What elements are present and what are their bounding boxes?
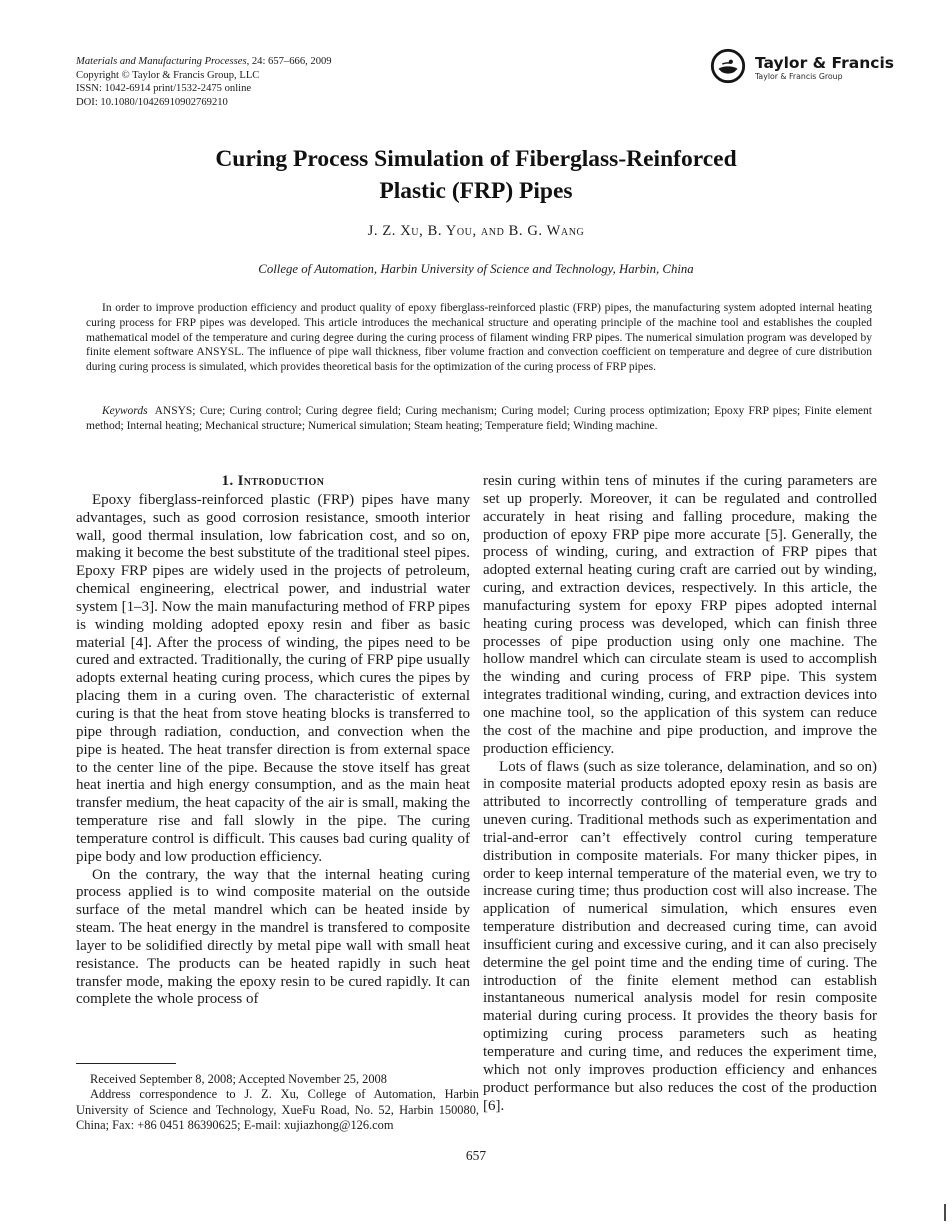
left-column — [76, 473, 470, 1115]
journal-citation-line — [76, 55, 332, 69]
author-affiliation: College of Automation, Harbin University of Science and Technology, Harbin, China — [258, 262, 694, 276]
page-number: 657 — [465, 1148, 487, 1163]
journal-name: Materials and Manufacturing Processes — [76, 56, 247, 67]
publisher-name: Taylor & Francis — [754, 54, 894, 72]
body-paragraph: resin curing within tens of minutes if the curing parameters are set up properly. Moreover, it can be regulated and controlled accurately in heat rising and falling procedure, making the production of epoxy FRP pipe more accurate [5]. Generally, the process of winding, curing, and extraction of FRP pipes that adopted external heating curing craft are carried out by winding, curing, and extraction devices, respectively. In this article, the manufacturing system for epoxy FRP pipes adopted internal heating curing process was developed, which can finish three processes of pipe production using only one machine. The hollow mandrel which can circulate steam is used to accomplish the winding and curing process of FRP pipe. This system integrates traditional winding, curing, and extraction devices into one machine tool, so the application of this system can reduce the cost of the machine and pipe production, and improve the production efficiency. — [483, 473, 877, 757]
keywords-label: Keywords — [102, 405, 148, 417]
article-title-line1: Curing Process Simulation of Fiberglass-Reinforced — [215, 146, 737, 172]
article-title — [0, 143, 952, 207]
footnote-received-line: Received September 8, 2008; Accepted November 25, 2008 — [90, 1072, 387, 1086]
footnote-divider — [76, 1063, 176, 1064]
article-title-line2: Plastic (FRP) Pipes — [379, 178, 573, 204]
right-column — [483, 473, 877, 1115]
section-heading-introduction: 1. Introduction — [221, 473, 325, 489]
footnote-block — [76, 1072, 479, 1133]
author-list: J. Z. Xu, B. You, and B. G. Wang — [367, 223, 585, 239]
taylor-francis-logo-icon — [709, 47, 747, 90]
journal-header-info — [76, 55, 332, 109]
footnote-correspondence-line: Address correspondence to J. Z. Xu, College of Automation, Harbin University of Science and Technology, XueFu Road, No. 52, Harbin 150080, China; Fax: +86 0451 86390625; E-mail: xujiazhong@126.com — [76, 1087, 479, 1132]
keywords-list: ANSYS; Cure; Curing control; Curing degree field; Curing mechanism; Curing model; Curing process optimization; Epoxy FRP pipes; Finite element method; Internal heating; Mechanical structure; Numerical simulation; Steam heating; Temperature field; Winding machine. — [86, 405, 872, 432]
journal-volume-pages: , 24: 657–666, 2009 — [246, 56, 332, 67]
body-paragraph: Epoxy fiberglass-reinforced plastic (FRP) pipes have many advantages, such as good corrosion resistance, smooth interior wall, good thermal insulation, low fabrication cost, and so on, making it become the best substitute of the traditional steel pipes. Epoxy FRP pipes are widely used in the projects of petroleum, chemical engineering, electrical power, and industrial water system [1–3]. Now the main manufacturing method of FRP pipes is winding molding adopted epoxy resin and fiber as basic material [4]. After the process of winding, the pipes need to be cured and extracted. Traditionally, the curing of FRP pipe usually adopts external heating curing process, which cures the pipes by placing them in a curing oven. The characteristic of external curing is that the heat from stove heating blocks is transferred to pipe through radiation, conduction, and convection when the pipe is heated. The heat transfer direction is from external space to the center line of the pipe. Because the stove itself has great heat inertia and high energy consumption, and as the main heat transfer medium, the heat capacity of the air is small, making the temperature rise and fall slowly in the pipe. The curing temperature control is difficult. This causes bad curing quality of pipe body and low production efficiency. — [76, 491, 470, 865]
issn-line: ISSN: 1042-6914 print/1532-2475 online — [76, 83, 252, 95]
keywords-block — [86, 404, 872, 434]
publisher-logo-text — [755, 55, 894, 82]
copyright-line: Copyright © Taylor & Francis Group, LLC — [76, 69, 260, 81]
body-paragraph: On the contrary, the way that the internal heating curing process applied is to wind composite material on the outside surface of the metal mandrel which can be heated inside by steam. The heat energy in the mandrel is transfered to composite layer to be solidified directly by metal pipe wall with small heat resistance. The products can be heated rapidly in such heat transfer mode, making the epoxy resin to be cured rapidly. It can complete the whole process of — [76, 866, 470, 1008]
body-columns — [76, 473, 877, 1115]
body-paragraph: Lots of flaws (such as size tolerance, delamination, and so on) in composite material products adopted epoxy resin as basis are attributed to incorrectly controlling of temperature grads and uneven curing. Traditional methods such as experimentation and trial-and-error can’t effectively control curing temperature distribution in composite materials. For many thicker pipes, in order to keep internal temperature of the material even, we try to increase curing time; thus production cost will also increase. The application of numerical simulation, which ensures even temperature distribution and decreased curing time, can avoid insufficient curing and excessive curing, and it can also precisely determine the gel point time and the ending time of curing. The introduction of the finite element method can establish instantaneous numerical analysis model for resin composite material during curing process. It provides the theory basis for optimizing curing process parameters such as heating temperature and curing time, and reduces the experiment time, which not only improves production efficiency and enhances product performance but also reduces the cost of the production [6]. — [483, 758, 877, 1114]
publisher-group-name: Taylor & Francis Group — [754, 72, 843, 81]
abstract-text: In order to improve production efficiency and product quality of epoxy fiberglass-reinforced plastic (FRP) pipes, the manufacturing system adopted internal heating curing process for FRP pipes was developed. This article introduces the mechanical structure and operating principle of the machine tool and establishes the coupled mathematical model of the temperature and curing degree during the curing process of filament winding FRP pipes. The numerical simulation program was developed by finite element software ANSYSL. The influence of pipe wall thickness, fiber volume fraction and convection coefficient on temperature and degree of cure distribution during curing process is simulated, which provides theoretical basis for the optimization of the curing process of FRP pipes. — [86, 302, 872, 374]
scan-corner-mark — [944, 1204, 946, 1221]
publisher-logo — [709, 47, 894, 90]
doi-line: DOI: 10.1080/10426910902769210 — [76, 96, 228, 108]
